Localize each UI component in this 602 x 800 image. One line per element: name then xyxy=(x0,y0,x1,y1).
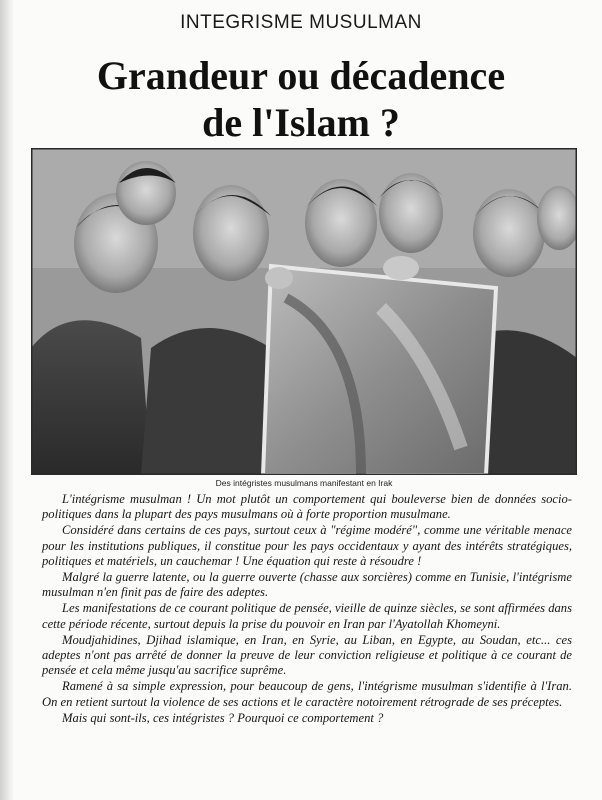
news-photo xyxy=(31,148,577,475)
headline-line-1: Grandeur ou décadence xyxy=(96,53,506,98)
article-paragraph: L'intégrisme musulman ! Un mot plutôt un comportement qui bouleverse bien de données socio-politiques dans la plupart des pays musulmans où à forte proportion musulmane. xyxy=(42,492,572,522)
article-paragraph: Malgré la guerre latente, ou la guerre ouverte (chasse aux sorcières) comme en Tunisie, l'intégrisme musulman n'en finit pas de faire des adeptes. xyxy=(42,570,572,600)
article-paragraph: Les manifestations de ce courant politique de pensée, vieille de quinze siècles, se sont affirmées dans cette période récente, surtout depuis la prise du pouvoir en Iran par l'Ayatollah Khomeyni. xyxy=(42,601,572,631)
headline xyxy=(0,52,602,146)
article-paragraph: Mais qui sont-ils, ces intégristes ? Pourquoi ce comportement ? xyxy=(62,710,384,725)
article-body xyxy=(42,492,572,727)
section-kicker: INTEGRISME MUSULMAN xyxy=(180,12,422,33)
photo-illustration xyxy=(31,148,577,475)
article-paragraph: Considéré dans certains de ces pays, surtout ceux à "régime modéré", comme une véritable menace pour les institutions publiques, il constitue pour les pays occidentaux y ayant des intérêts stratégiques, politiques et matériels, un cauchemar ! Une équation qui reste à résoudre ! xyxy=(42,523,572,568)
article-paragraph: Moudjahidines, Djihad islamique, en Iran, en Syrie, au Liban, en Egypte, au Soudan, etc... ces adeptes n'ont pas arrêté de donner la preuve de leur conviction religieuse et politique à ce courant de pensée et cela même jusqu'au sacrifice suprême. xyxy=(42,632,572,678)
article-paragraph: Ramené à sa simple expression, pour beaucoup de gens, l'intégrisme musulman s'identifie à l'Iran. On en retient surtout la violence de ses actions et le caractère notoirement rétrograde de ses préceptes. xyxy=(42,679,572,709)
photo-caption: Des intégristes musulmans manifestant en Irak xyxy=(215,478,393,488)
headline-line-2: de l'Islam ? xyxy=(202,100,400,145)
